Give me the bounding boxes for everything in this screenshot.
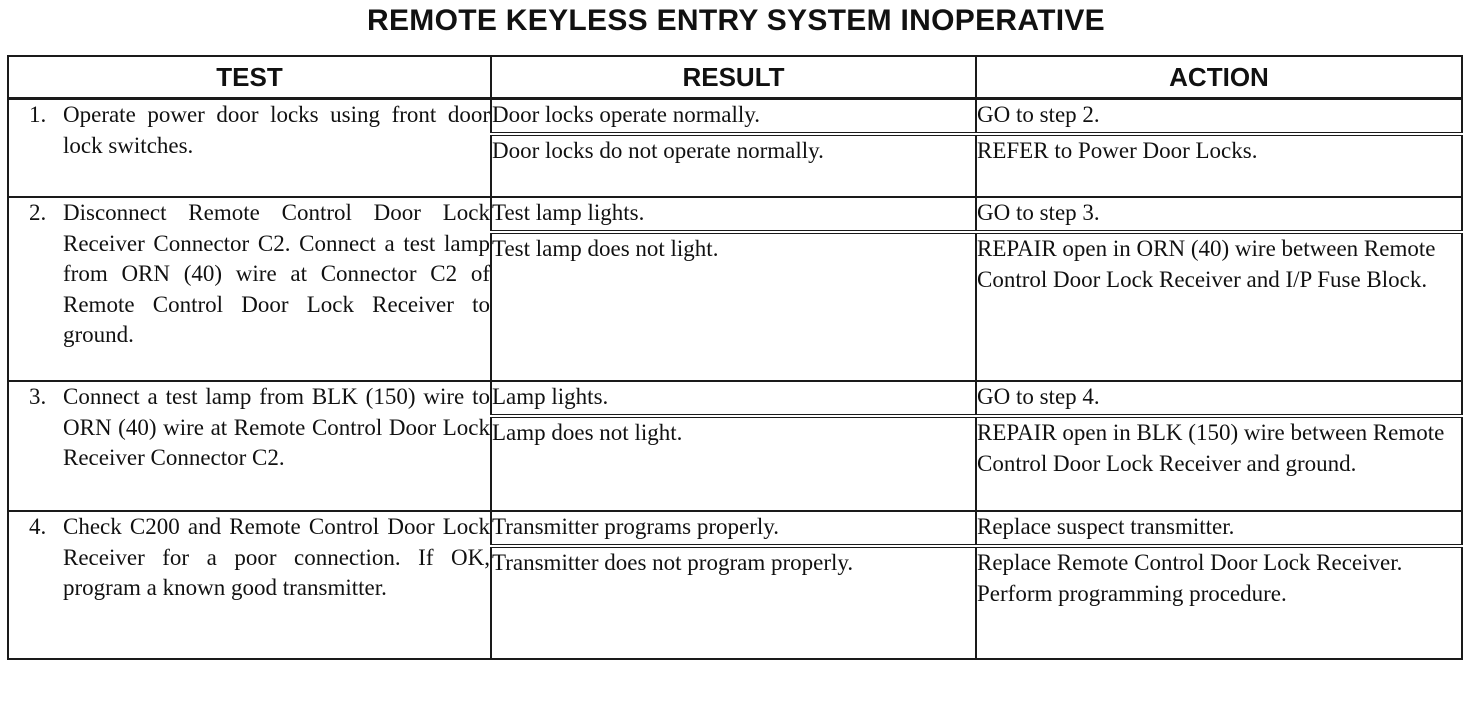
- step-number: 2.: [29, 200, 47, 225]
- test-cell-step-3: [8, 381, 491, 511]
- result-cell: Test lamp does not light.: [491, 232, 976, 381]
- table-row: [8, 197, 1462, 232]
- action-cell: REPAIR open in ORN (40) wire between Remote Control Door Lock Receiver and I/P Fuse Block.: [976, 232, 1462, 381]
- test-cell-step-4: [8, 511, 491, 659]
- table-row: [8, 511, 1462, 546]
- step-test-text: Check C200 and Remote Control Door Lock Receiver for a poor connection. If OK, program a known good transmitter.: [63, 514, 490, 600]
- result-cell: Door locks do not operate normally.: [491, 134, 976, 197]
- column-header-action: ACTION: [976, 56, 1462, 99]
- action-cell: Replace suspect transmitter.: [976, 511, 1462, 546]
- step-number: 1.: [29, 102, 47, 127]
- step-test-text: Disconnect Remote Control Door Lock Receiver Connector C2. Connect a test lamp from ORN (40) wire at Connector C2 of Remote Control Door Lock Receiver to ground.: [63, 200, 490, 347]
- header-row: [8, 56, 1462, 99]
- result-cell: Door locks operate normally.: [491, 99, 976, 135]
- column-header-result: RESULT: [491, 56, 976, 99]
- action-cell: Replace Remote Control Door Lock Receiver. Perform programming procedure.: [976, 546, 1462, 659]
- step-test-text: Connect a test lamp from BLK (150) wire to ORN (40) wire at Remote Control Door Lock Receiver Connector C2.: [63, 384, 490, 470]
- result-cell: Lamp lights.: [491, 381, 976, 416]
- result-cell: Lamp does not light.: [491, 416, 976, 511]
- diagnostic-table: [7, 55, 1463, 660]
- column-header-test: TEST: [8, 56, 491, 99]
- result-cell: Transmitter programs properly.: [491, 511, 976, 546]
- result-cell: Test lamp lights.: [491, 197, 976, 232]
- action-cell: REFER to Power Door Locks.: [976, 134, 1462, 197]
- page-title: REMOTE KEYLESS ENTRY SYSTEM INOPERATIVE: [367, 4, 1105, 37]
- action-cell: GO to step 3.: [976, 197, 1462, 232]
- action-cell: GO to step 2.: [976, 99, 1462, 135]
- table-row: [8, 99, 1462, 135]
- step-test-text: Operate power door locks using front door lock switches.: [63, 102, 490, 158]
- action-cell: REPAIR open in BLK (150) wire between Remote Control Door Lock Receiver and ground.: [976, 416, 1462, 511]
- test-cell-step-2: [8, 197, 491, 381]
- table-row: [8, 381, 1462, 416]
- result-cell: Transmitter does not program properly.: [491, 546, 976, 659]
- action-cell: GO to step 4.: [976, 381, 1462, 416]
- step-number: 3.: [29, 384, 47, 409]
- step-number: 4.: [29, 514, 47, 539]
- test-cell-step-1: [8, 99, 491, 198]
